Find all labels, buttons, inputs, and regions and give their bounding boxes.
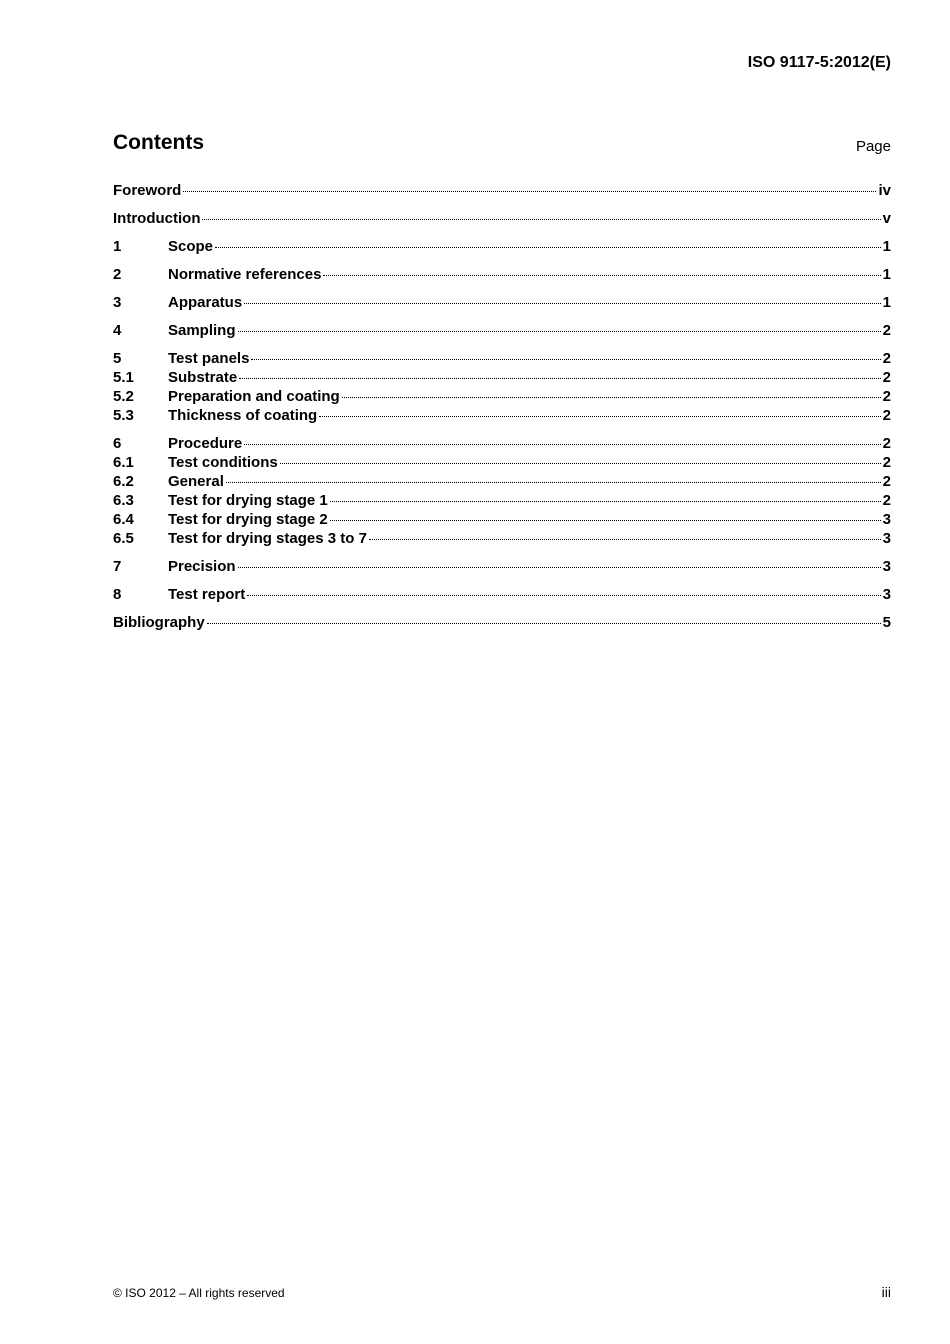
toc-entry-title: Scope — [168, 238, 214, 255]
dot-leader — [215, 246, 881, 248]
toc-entry-number: 6.1 — [113, 454, 134, 471]
toc-entry-drying-stage-1[interactable] — [113, 491, 891, 510]
toc-entry-page: iv — [878, 182, 891, 199]
toc-entry-number: 2 — [113, 266, 122, 283]
toc-entry-title: Test for drying stage 2 — [168, 511, 328, 528]
dot-leader — [251, 358, 880, 360]
toc-entry-page: 1 — [882, 294, 891, 311]
toc-entry-number: 5.3 — [113, 407, 134, 424]
dot-leader — [342, 396, 881, 398]
toc-entry-number: 8 — [113, 586, 122, 603]
toc-entry-title: Test for drying stages 3 to 7 — [168, 530, 367, 547]
page-column-label: Page — [855, 138, 891, 155]
dot-leader — [319, 415, 880, 417]
dot-leader — [244, 302, 880, 304]
toc-entry-number: 6.5 — [113, 530, 134, 547]
toc-entry-number: 3 — [113, 294, 122, 311]
dot-leader — [323, 274, 880, 276]
toc-entry-page: 3 — [882, 511, 891, 528]
toc-entry-page: 3 — [882, 586, 891, 603]
dot-leader — [238, 566, 881, 568]
toc-entry-title: Preparation and coating — [168, 388, 340, 405]
toc-entry-precision[interactable] — [113, 557, 891, 576]
toc-entry-foreword[interactable] — [113, 181, 891, 200]
toc-entry-title: Foreword — [113, 182, 182, 199]
toc-entry-title: Thickness of coating — [168, 407, 318, 424]
toc-entry-bibliography[interactable] — [113, 613, 891, 632]
dot-leader — [207, 622, 881, 624]
toc-entry-page: 2 — [882, 322, 891, 339]
toc-entry-number: 4 — [113, 322, 122, 339]
toc-entry-page: 2 — [882, 369, 891, 386]
toc-entry-page: 2 — [882, 435, 891, 452]
toc-entry-page: 2 — [882, 454, 891, 471]
toc-entry-number: 5.1 — [113, 369, 134, 386]
toc-entry-drying-stages-3-to-7[interactable] — [113, 529, 891, 548]
toc-entry-title: Procedure — [168, 435, 243, 452]
contents-heading: Contents — [113, 131, 204, 154]
toc-entry-page: 2 — [882, 492, 891, 509]
document-id: ISO 9117-5:2012(E) — [747, 54, 891, 71]
toc-entry-title: Apparatus — [168, 294, 243, 311]
table-of-contents — [113, 181, 891, 632]
toc-entry-title: Bibliography — [113, 614, 205, 631]
toc-entry-number: 1 — [113, 238, 122, 255]
toc-entry-title: Test for drying stage 1 — [168, 492, 328, 509]
toc-entry-page: 2 — [882, 388, 891, 405]
toc-entry-title: Substrate — [168, 369, 238, 386]
toc-entry-title: General — [168, 473, 224, 490]
toc-entry-sampling[interactable] — [113, 321, 891, 340]
toc-entry-preparation-and-coating[interactable] — [113, 387, 891, 406]
toc-entry-title: Introduction — [113, 210, 201, 227]
toc-entry-page: v — [882, 210, 891, 227]
toc-entry-thickness-of-coating[interactable] — [113, 406, 891, 425]
footer-copyright: © ISO 2012 – All rights reserved — [113, 1286, 285, 1300]
dot-leader — [226, 481, 881, 483]
toc-entry-page: 1 — [882, 238, 891, 255]
toc-entry-page: 1 — [882, 266, 891, 283]
toc-entry-page: 3 — [882, 558, 891, 575]
toc-entry-drying-stage-2[interactable] — [113, 510, 891, 529]
toc-entry-general[interactable] — [113, 472, 891, 491]
toc-entry-title: Normative references — [168, 266, 322, 283]
toc-entry-title: Test conditions — [168, 454, 278, 471]
toc-entry-number: 6.2 — [113, 473, 134, 490]
dot-leader — [330, 500, 881, 502]
dot-leader — [330, 519, 881, 521]
toc-entry-page: 2 — [882, 350, 891, 367]
dot-leader — [369, 538, 881, 540]
toc-entry-apparatus[interactable] — [113, 293, 891, 312]
toc-entry-title: Test report — [168, 586, 246, 603]
toc-entry-number: 7 — [113, 558, 122, 575]
dot-leader — [239, 377, 880, 379]
toc-entry-test-conditions[interactable] — [113, 453, 891, 472]
toc-entry-title: Test panels — [168, 350, 250, 367]
dot-leader — [183, 190, 876, 192]
toc-entry-number: 5 — [113, 350, 122, 367]
dot-leader — [247, 594, 880, 596]
toc-entry-title: Precision — [168, 558, 236, 575]
footer-page-number: iii — [881, 1284, 891, 1300]
toc-entry-procedure[interactable] — [113, 434, 891, 453]
toc-entry-number: 5.2 — [113, 388, 134, 405]
dot-leader — [202, 218, 880, 220]
toc-entry-page: 2 — [882, 473, 891, 490]
toc-entry-introduction[interactable] — [113, 209, 891, 228]
toc-entry-page: 2 — [882, 407, 891, 424]
toc-entry-title: Sampling — [168, 322, 236, 339]
toc-entry-page: 3 — [882, 530, 891, 547]
toc-entry-substrate[interactable] — [113, 368, 891, 387]
toc-entry-test-report[interactable] — [113, 585, 891, 604]
dot-leader — [280, 462, 881, 464]
dot-leader — [238, 330, 881, 332]
toc-entry-page: 5 — [882, 614, 891, 631]
toc-entry-scope[interactable] — [113, 237, 891, 256]
toc-entry-number: 6.4 — [113, 511, 134, 528]
toc-entry-normative-references[interactable] — [113, 265, 891, 284]
toc-entry-test-panels[interactable] — [113, 349, 891, 368]
dot-leader — [244, 443, 880, 445]
toc-entry-number: 6.3 — [113, 492, 134, 509]
toc-entry-number: 6 — [113, 435, 122, 452]
